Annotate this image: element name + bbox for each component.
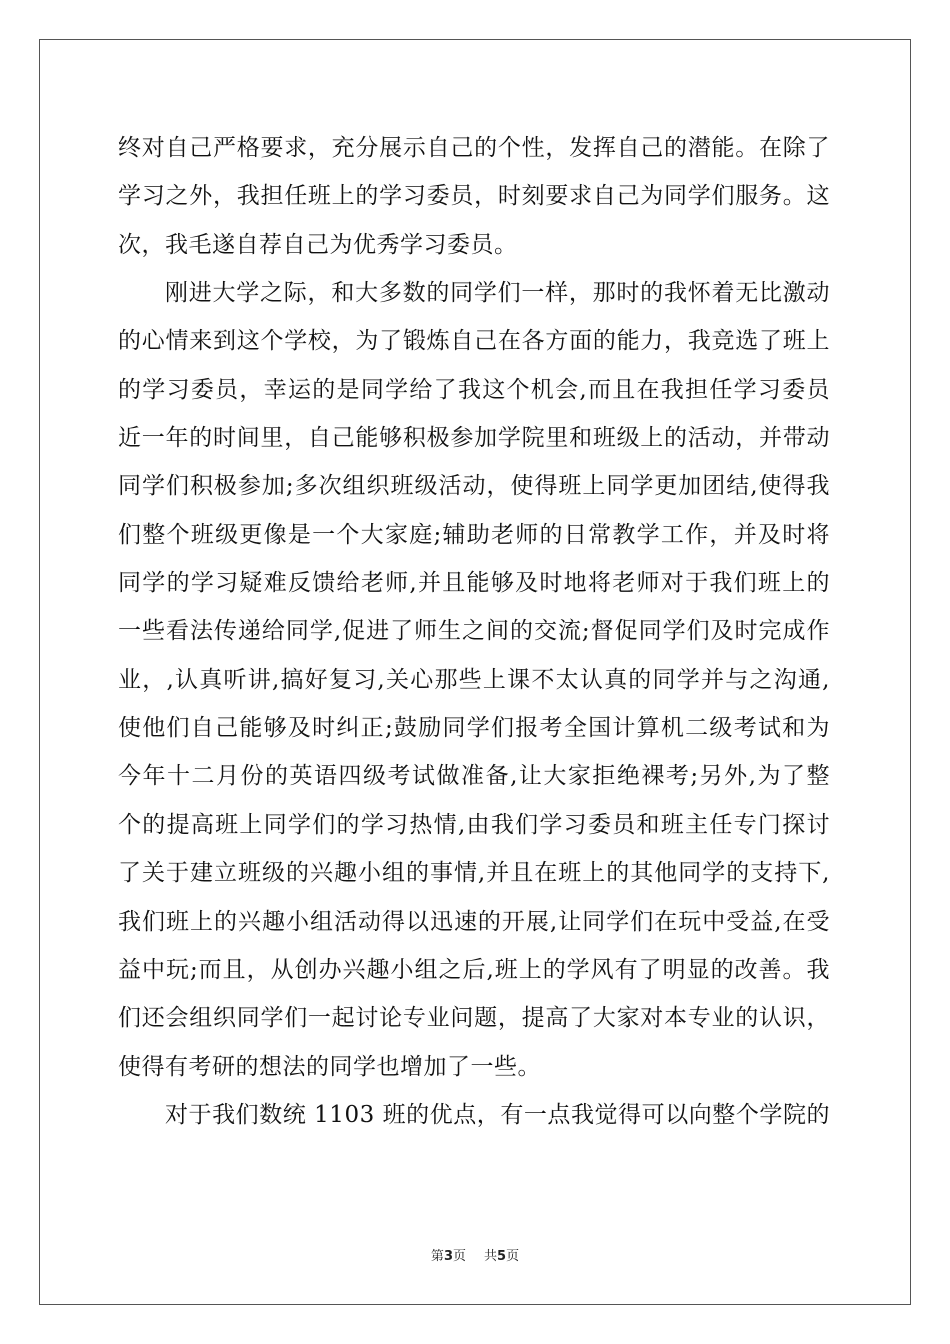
text-line: 终对自己严格要求，充分展示自己的个性，发挥自己的潜能。在除了	[118, 135, 830, 161]
text-line: 今年十二月份的英语四级考试做准备,让大家拒绝裸考;另外,为了整	[118, 763, 830, 790]
text-line: 一些看法传递给同学,促进了师生之间的交流;督促同学们及时完成作	[118, 618, 830, 645]
text-line: 学习之外，我担任班上的学习委员，时刻要求自己为同学们服务。这	[118, 183, 830, 210]
document-body	[118, 124, 830, 1139]
text-line: 我们班上的兴趣小组活动得以迅速的开展,让同学们在玩中受益,在受	[118, 908, 830, 935]
text-line: 们还会组织同学们一起讨论专业问题，提高了大家对本专业的认识，	[118, 1005, 830, 1032]
text-line: 个的提高班上同学们的学习热情,由我们学习委员和班主任专门探讨	[118, 811, 830, 838]
text-line: 业，,认真听讲,搞好复习,关心那些上课不太认真的同学并与之沟通,	[118, 666, 830, 693]
text-line: 的学习委员，幸运的是同学给了我这个机会,而且在我担任学习委员	[118, 376, 830, 403]
text-line: 使他们自己能够及时纠正;鼓励同学们报考全国计算机二级考试和为	[118, 715, 830, 742]
text-line: 使得有考研的想法的同学也增加了一些。	[118, 1053, 541, 1080]
paragraph-first-line: 刚进大学之际，和大多数的同学们一样，那时的我怀着无比激动	[165, 280, 830, 307]
text-line: 近一年的时间里，自己能够积极参加学院里和班级上的活动，并带动	[118, 425, 830, 452]
text-line: 次，我毛遂自荐自己为优秀学习委员。	[118, 231, 518, 258]
page-label-prefix: 第	[430, 1249, 444, 1264]
text-line: 了关于建立班级的兴趣小组的事情,并且在班上的其他同学的支持下,	[118, 860, 830, 887]
text-line: 的心情来到这个学校，为了锻炼自己在各方面的能力，我竞选了班上	[118, 328, 830, 355]
text-line: 益中玩;而且，从创办兴趣小组之后,班上的学风有了明显的改善。我	[118, 956, 830, 983]
text-line: 同学们积极参加;多次组织班级活动，使得班上同学更加团结,使得我	[118, 473, 830, 500]
total-label-suffix: 页	[506, 1249, 520, 1264]
current-page-number: 3	[443, 1249, 453, 1264]
page-footer	[0, 1245, 950, 1264]
page-label-suffix: 页	[452, 1249, 466, 1264]
text-line: 同学的学习疑难反馈给老师,并且能够及时地将老师对于我们班上的	[118, 570, 830, 597]
paragraph-first-line: 对于我们数统 1103 班的优点，有一点我觉得可以向整个学院的	[165, 1101, 830, 1128]
text-line: 们整个班级更像是一个大家庭;辅助老师的日常教学工作，并及时将	[118, 521, 830, 548]
total-label-prefix: 共	[484, 1249, 498, 1264]
total-page-number: 5	[497, 1249, 507, 1264]
